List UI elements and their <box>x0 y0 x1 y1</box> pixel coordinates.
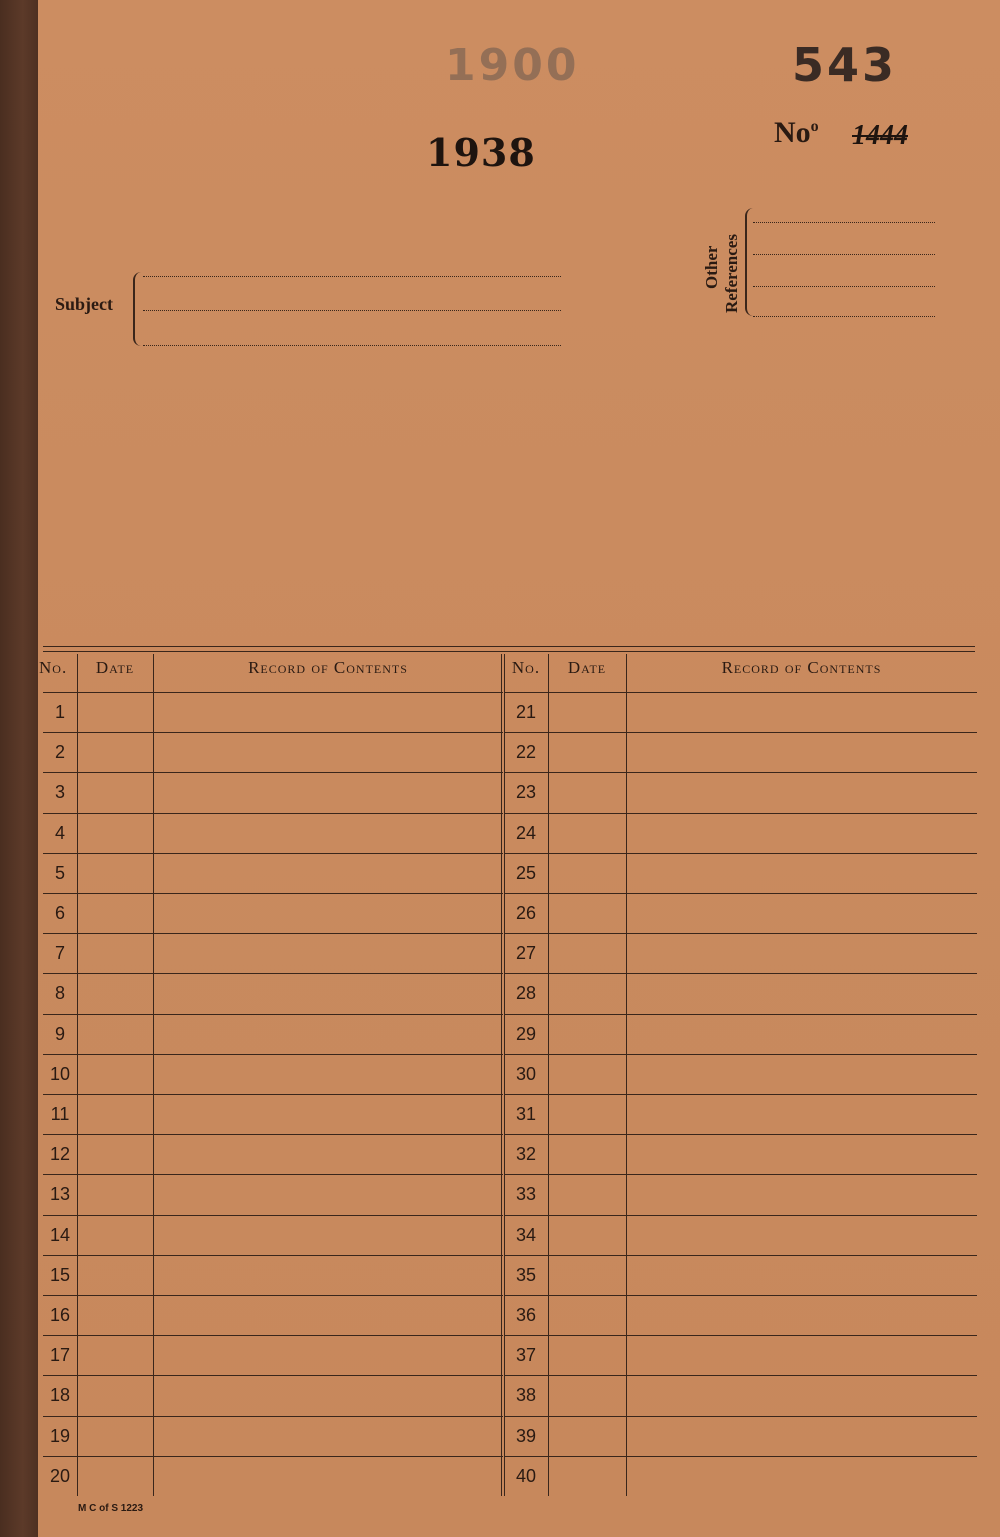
subject-line-3[interactable] <box>143 345 561 346</box>
other-references-line-1: Other <box>702 245 721 289</box>
row-number: 25 <box>515 862 537 883</box>
record-cell[interactable] <box>628 1096 975 1132</box>
row-number: 16 <box>49 1305 71 1325</box>
date-cell[interactable] <box>550 815 624 851</box>
row-number: 12 <box>49 1144 71 1165</box>
record-cell[interactable] <box>155 1136 501 1172</box>
left-header-date: Date <box>95 658 135 677</box>
date-cell[interactable] <box>550 895 624 931</box>
table-row-rule <box>504 692 977 693</box>
row-number: 22 <box>515 742 537 763</box>
record-cell[interactable] <box>155 975 501 1011</box>
date-cell[interactable] <box>550 1176 624 1212</box>
record-cell[interactable] <box>155 1418 501 1454</box>
row-number: 30 <box>515 1063 537 1084</box>
table-row-rule <box>43 1014 503 1015</box>
row-number: 23 <box>515 782 537 803</box>
record-cell[interactable] <box>628 1016 975 1052</box>
record-cell[interactable] <box>155 1016 501 1052</box>
row-number: 39 <box>515 1425 537 1446</box>
date-cell[interactable] <box>79 1257 151 1293</box>
reference-line-4[interactable] <box>753 316 935 317</box>
left-header-no: No. <box>39 658 68 677</box>
date-cell[interactable] <box>550 855 624 891</box>
left-divider-date <box>153 654 154 1496</box>
date-cell[interactable] <box>550 1136 624 1172</box>
table-row-rule <box>43 1174 503 1175</box>
date-cell[interactable] <box>79 1136 151 1172</box>
date-cell[interactable] <box>79 975 151 1011</box>
date-cell[interactable] <box>79 694 151 730</box>
row-number: 40 <box>515 1465 537 1486</box>
row-number: 13 <box>49 1184 71 1205</box>
table-row-rule <box>504 1174 977 1175</box>
record-cell[interactable] <box>155 774 501 810</box>
number-label: No$^o$ <box>774 116 819 149</box>
record-cell[interactable] <box>155 1096 501 1132</box>
row-number: 5 <box>54 862 65 883</box>
row-number: 19 <box>49 1425 71 1446</box>
row-number: 4 <box>54 822 65 843</box>
date-cell[interactable] <box>550 1257 624 1293</box>
record-cell[interactable] <box>628 975 975 1011</box>
table-row-rule <box>43 813 503 814</box>
record-cell[interactable] <box>628 1056 975 1092</box>
record-cell[interactable] <box>628 1257 975 1293</box>
row-number: 1 <box>54 702 65 722</box>
table-row-rule <box>504 1134 977 1135</box>
right-divider-date <box>626 654 627 1496</box>
row-number: 32 <box>515 1144 537 1165</box>
row-number: 27 <box>515 943 537 964</box>
date-cell[interactable] <box>79 1418 151 1454</box>
table-row-rule <box>43 933 503 934</box>
date-cell[interactable] <box>79 935 151 971</box>
table-row-rule <box>43 1456 503 1457</box>
table-row-rule <box>504 1054 977 1055</box>
form-code: M C of S 1223 <box>78 1503 144 1514</box>
number-value: 1444 <box>852 120 908 151</box>
date-cell[interactable] <box>550 935 624 971</box>
table-row-rule <box>504 1335 977 1336</box>
table-row-rule <box>504 853 977 854</box>
table-row-rule <box>43 692 503 693</box>
record-cell[interactable] <box>155 1297 501 1333</box>
record-cell[interactable] <box>155 1217 501 1253</box>
row-number: 35 <box>515 1264 537 1285</box>
date-cell[interactable] <box>79 734 151 770</box>
other-references-line-2: References <box>722 234 741 313</box>
row-number: 3 <box>54 782 65 803</box>
table-row-rule <box>43 732 503 733</box>
right-header-date: Date <box>567 658 607 677</box>
subject-brace <box>133 272 145 346</box>
binding-spine <box>0 0 38 1537</box>
table-row-rule <box>504 1456 977 1457</box>
date-cell[interactable] <box>79 1458 151 1494</box>
date-cell[interactable] <box>79 774 151 810</box>
right-divider-no <box>548 654 549 1496</box>
table-row-rule <box>43 1416 503 1417</box>
record-cell[interactable] <box>155 1337 501 1373</box>
row-number: 29 <box>515 1023 537 1044</box>
table-row-rule <box>43 1335 503 1336</box>
row-number: 9 <box>54 1023 65 1044</box>
record-cell[interactable] <box>628 734 975 770</box>
right-header-no: No. <box>511 658 541 677</box>
other-references-brace <box>745 208 755 316</box>
right-header-record: Record of Contents <box>721 658 882 677</box>
row-number: 21 <box>515 702 537 722</box>
table-top-rule <box>43 646 975 647</box>
date-cell[interactable] <box>550 694 624 730</box>
table-row-rule <box>504 1255 977 1256</box>
record-cell[interactable] <box>155 895 501 931</box>
record-cell[interactable] <box>628 1176 975 1212</box>
row-number: 7 <box>54 943 65 964</box>
record-cell[interactable] <box>155 855 501 891</box>
date-cell[interactable] <box>550 1016 624 1052</box>
table-row-rule <box>504 1215 977 1216</box>
date-cell[interactable] <box>550 774 624 810</box>
record-cell[interactable] <box>155 1056 501 1092</box>
reference-line-3[interactable] <box>753 286 935 287</box>
center-divider-2 <box>504 654 505 1496</box>
date-cell[interactable] <box>79 895 151 931</box>
record-cell[interactable] <box>155 1257 501 1293</box>
record-cell[interactable] <box>628 815 975 851</box>
other-references-label <box>700 215 744 315</box>
date-cell[interactable] <box>550 975 624 1011</box>
table-row-rule <box>43 1094 503 1095</box>
reference-line-2[interactable] <box>753 254 935 255</box>
handwritten-year: 1938 <box>426 130 536 175</box>
date-cell[interactable] <box>79 1337 151 1373</box>
row-number: 10 <box>49 1063 71 1084</box>
table-row-rule <box>43 1295 503 1296</box>
date-cell[interactable] <box>79 1176 151 1212</box>
table-row-rule <box>43 973 503 974</box>
record-cell[interactable] <box>155 734 501 770</box>
table-row-rule <box>504 813 977 814</box>
date-cell[interactable] <box>550 1217 624 1253</box>
record-cell[interactable] <box>628 1217 975 1253</box>
date-cell[interactable] <box>550 1377 624 1413</box>
row-number: 2 <box>54 742 65 763</box>
date-cell[interactable] <box>550 1096 624 1132</box>
record-cell[interactable] <box>628 895 975 931</box>
table-row-rule <box>43 1255 503 1256</box>
record-cell[interactable] <box>628 1297 975 1333</box>
table-row-rule <box>504 732 977 733</box>
date-cell[interactable] <box>550 1418 624 1454</box>
record-cell[interactable] <box>155 815 501 851</box>
row-number: 20 <box>49 1465 71 1486</box>
table-top-rule-inner <box>43 651 975 652</box>
date-cell[interactable] <box>79 1096 151 1132</box>
record-cell[interactable] <box>628 694 975 730</box>
center-divider-1 <box>501 654 502 1496</box>
date-cell[interactable] <box>79 1297 151 1333</box>
record-cell[interactable] <box>155 935 501 971</box>
row-number: 26 <box>515 903 537 923</box>
record-cell[interactable] <box>628 855 975 891</box>
row-number: 17 <box>49 1345 71 1366</box>
row-number: 24 <box>515 822 537 843</box>
record-cell[interactable] <box>628 1458 975 1494</box>
table-row-rule <box>504 1375 977 1376</box>
subject-line-2[interactable] <box>143 310 561 311</box>
row-number: 31 <box>515 1104 537 1124</box>
date-cell[interactable] <box>79 1056 151 1092</box>
record-cell[interactable] <box>628 1418 975 1454</box>
stamp-year: 1900 <box>445 40 580 91</box>
date-cell[interactable] <box>79 815 151 851</box>
date-cell[interactable] <box>79 1016 151 1052</box>
row-number: 33 <box>515 1184 537 1205</box>
record-table <box>39 654 977 1496</box>
row-number: 6 <box>54 903 65 923</box>
row-number: 38 <box>515 1385 537 1406</box>
table-row-rule <box>43 1375 503 1376</box>
stamp-file-number: 543 <box>792 38 898 92</box>
table-row-rule <box>43 1134 503 1135</box>
table-row-rule <box>43 893 503 894</box>
row-number: 34 <box>515 1224 537 1245</box>
date-cell[interactable] <box>550 1056 624 1092</box>
record-cell[interactable] <box>628 774 975 810</box>
table-row-rule <box>43 1215 503 1216</box>
table-row-rule <box>504 1416 977 1417</box>
table-row-rule <box>504 893 977 894</box>
row-number: 11 <box>50 1104 70 1124</box>
record-cell[interactable] <box>628 1136 975 1172</box>
left-header-record: Record of Contents <box>248 658 408 677</box>
record-cell[interactable] <box>155 1176 501 1212</box>
date-cell[interactable] <box>550 734 624 770</box>
record-cell[interactable] <box>155 1458 501 1494</box>
table-row-rule <box>504 1094 977 1095</box>
record-cell[interactable] <box>155 1377 501 1413</box>
date-cell[interactable] <box>79 1217 151 1253</box>
row-number: 37 <box>515 1345 537 1366</box>
subject-label: Subject <box>55 294 113 314</box>
row-number: 18 <box>49 1385 71 1406</box>
record-cell[interactable] <box>628 935 975 971</box>
date-cell[interactable] <box>550 1458 624 1494</box>
row-number: 14 <box>49 1224 71 1245</box>
left-divider-no <box>77 654 78 1496</box>
table-row-rule <box>43 853 503 854</box>
table-row-rule <box>504 973 977 974</box>
date-cell[interactable] <box>79 855 151 891</box>
record-cell[interactable] <box>155 694 501 730</box>
table-row-rule <box>504 1014 977 1015</box>
record-cell[interactable] <box>628 1377 975 1413</box>
subject-line-1[interactable] <box>143 276 561 277</box>
date-cell[interactable] <box>550 1297 624 1333</box>
row-number: 36 <box>515 1305 537 1325</box>
table-row-rule <box>43 772 503 773</box>
row-number: 8 <box>54 983 65 1004</box>
reference-line-1[interactable] <box>753 222 935 223</box>
table-row-rule <box>43 1054 503 1055</box>
row-number: 28 <box>515 983 537 1004</box>
table-row-rule <box>504 1295 977 1296</box>
record-cell[interactable] <box>628 1337 975 1373</box>
date-cell[interactable] <box>550 1337 624 1373</box>
table-row-rule <box>504 933 977 934</box>
table-row-rule <box>504 772 977 773</box>
row-number: 15 <box>49 1264 71 1285</box>
date-cell[interactable] <box>79 1377 151 1413</box>
